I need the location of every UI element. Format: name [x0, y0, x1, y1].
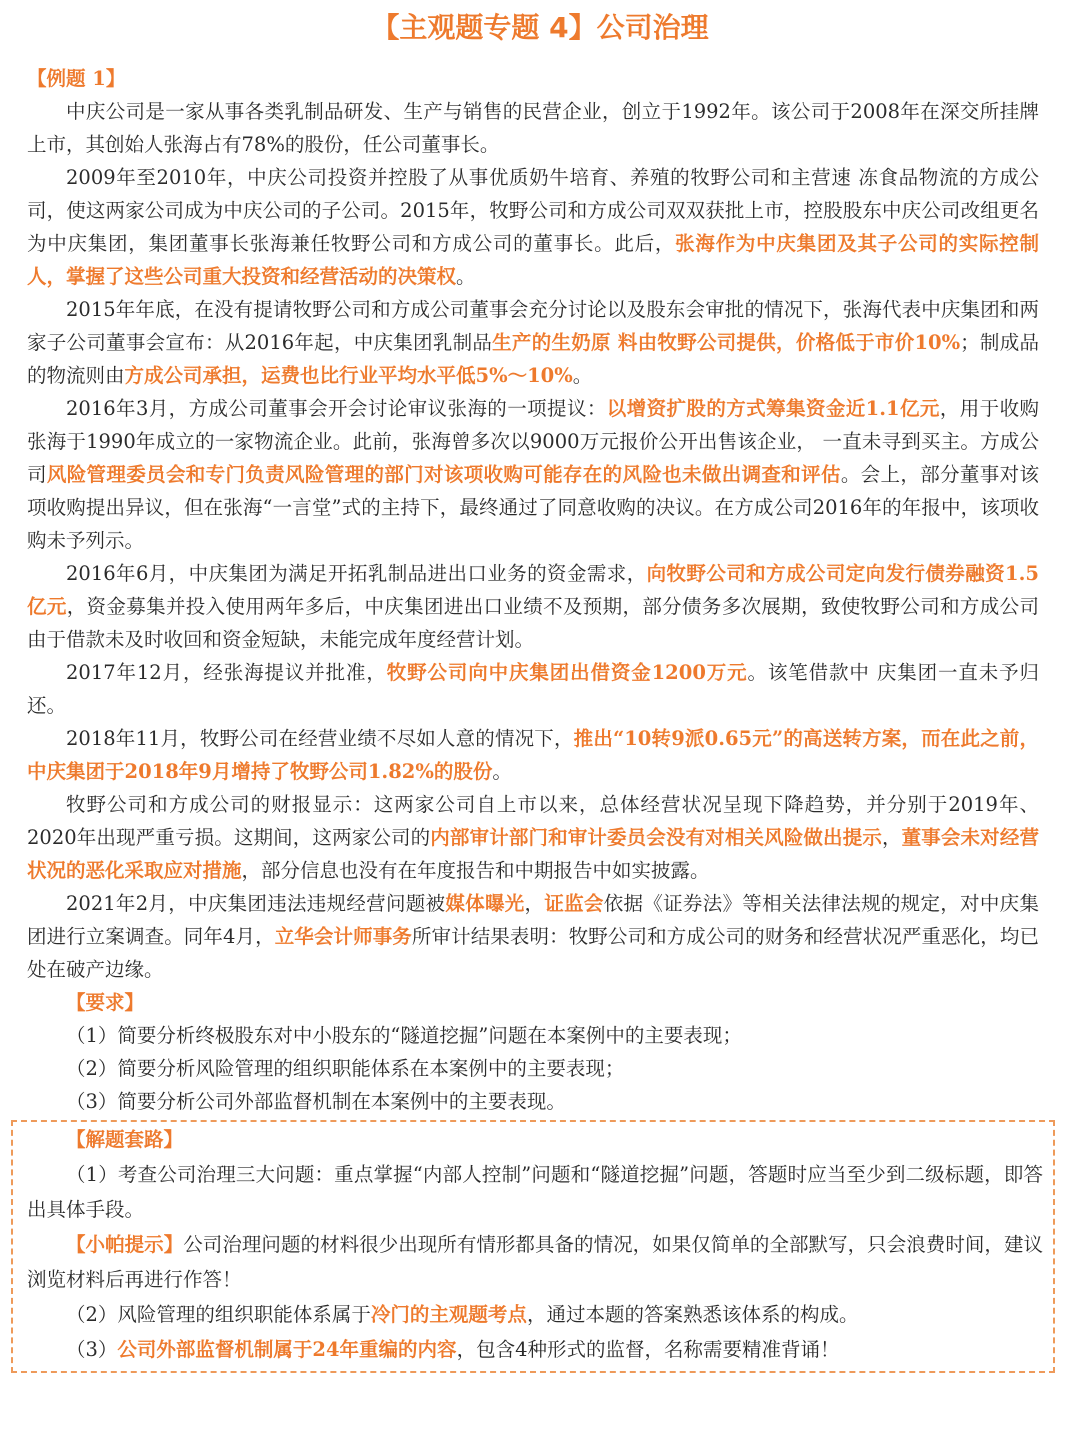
requirements-label: 【要求】 [66, 991, 145, 1014]
solution-point-3: （3）公司外部监督机制属于24年重编的内容，包含4种形式的监督，名称需要精准背诵！ [66, 1338, 840, 1361]
case-paragraph-4: 2016年3月，方成公司董事会开会讨论审议张海的一项提议：以增资扩股的方式筹集资金近1.1亿元，用于收购张海于1990年成立的一家物流企业。此前，张海曾多次以9000万元报价公开出售该企业， 一直未寻到买主。方成公司风险管理委员会和专门负责风险管理的部门对该项收购可能存在的风险也未做出调查和评估。会上，部分董事对该项收购提出异议，但在张海“一言堂”式的主持下，最终通过了同意收购的决议。在方成公司2016年的年报中，该项收购未予列示。 [27, 397, 1039, 552]
tip-paragraph: 【小帕提示】公司治理问题的材料很少出现所有情形都具备的情况，如果仅简单的全部默写，只会浪费时间，建议浏览材料后再进行作答！ [27, 1233, 1043, 1291]
case-paragraph-1: 中庆公司是一家从事各类乳制品研发、生产与销售的民营企业，创立于1992年。该公司于2008年在深交所挂牌上市，其创始人张海占有78%的股份，任公司董事长。 [27, 100, 1039, 156]
case-paragraph-6: 2017年12月，经张海提议并批准，牧野公司向中庆集团出借资金1200万元。该笔借款中 庆集团一直未予归还。 [27, 661, 1039, 717]
requirement-item-2: （2）简要分析风险管理的组织职能体系在本案例中的主要表现； [66, 1057, 625, 1080]
solution-point-2: （2）风险管理的组织职能体系属于冷门的主观题考点，通过本题的答案熟悉该体系的构成。 [66, 1303, 859, 1326]
case-paragraph-5: 2016年6月，中庆集团为满足开拓乳制品进出口业务的资金需求，向牧野公司和方成公司定向发行债券融资1.5亿元，资金募集并投入使用两年多后，中庆集团进出口业绩不及预期，部分债务多次展期，致使牧野公司和方成公司由于借款未及时收回和资金短缺，未能完成年度经营计划。 [27, 562, 1039, 651]
solution-label: 【解题套路】 [66, 1128, 184, 1151]
requirement-item-1: （1）简要分析终极股东对中小股东的“隧道挖掘”问题在本案例中的主要表现； [66, 1024, 742, 1047]
requirement-item-3: （3）简要分析公司外部监督机制在本案例中的主要表现。 [66, 1090, 566, 1113]
solution-point-1: （1）考查公司治理三大问题：重点掌握“内部人控制”问题和“隧道挖掘”问题，答题时应当至少到二级标题，即答出具体手段。 [27, 1163, 1043, 1221]
page-title: 【主观题专题 4】公司治理 [371, 11, 709, 44]
case-paragraph-8: 牧野公司和方成公司的财报显示：这两家公司自上市以来，总体经营状况呈现下降趋势，并分别于2019年、2020年出现严重亏损。这期间，这两家公司的内部审计部门和审计委员会没有对相关风险做出提示，董事会未对经营状况的恶化采取应对措施，部分信息也没有在年度报告和中期报告中如实披露。 [27, 793, 1039, 882]
case-paragraph-9: 2021年2月，中庆集团违法违规经营问题被媒体曝光，证监会依据《证券法》等相关法律法规的规定，对中庆集团进行立案调查。同年4月，立华会计师事务所审计结果表明：牧野公司和方成公司的财务和经营状况严重恶化，均已处在破产边缘。 [27, 892, 1039, 981]
document-body [27, 62, 1043, 1373]
case-paragraph-3: 2015年年底，在没有提请牧野公司和方成公司董事会充分讨论以及股东会审批的情况下，张海代表中庆集团和两家子公司董事会宣布：从2016年起，中庆集团乳制品生产的生奶原 料由牧野公司提供，价格低于市价10%；制成品的物流则由方成公司承担，运费也比行业平均水平低5%～10%。 [27, 298, 1039, 387]
case-paragraph-2: 2009年至2010年，中庆公司投资并控股了从事优质奶牛培育、养殖的牧野公司和主营速 冻食品物流的方成公司，使这两家公司成为中庆公司的子公司。2015年，牧野公司和方成公司双双获批上市，控股股东中庆公司改组更名为中庆集团，集团董事长张海兼任牧野公司和方成公司的董事长。此后，张海作为中庆集团及其子公司的实际控制人，掌握了这些公司重大投资和经营活动的决策权。 [27, 166, 1039, 288]
solution-box [11, 1120, 1055, 1373]
case-paragraph-7: 2018年11月，牧野公司在经营业绩不尽如人意的情况下，推出“10转9派0.65元”的高送转方案，而在此之前，中庆集团于2018年9月增持了牧野公司1.82%的股份。 [27, 727, 1039, 783]
example-label: 【例题 1】 [27, 67, 126, 90]
tip-label: 【小帕提示】 [66, 1233, 184, 1256]
